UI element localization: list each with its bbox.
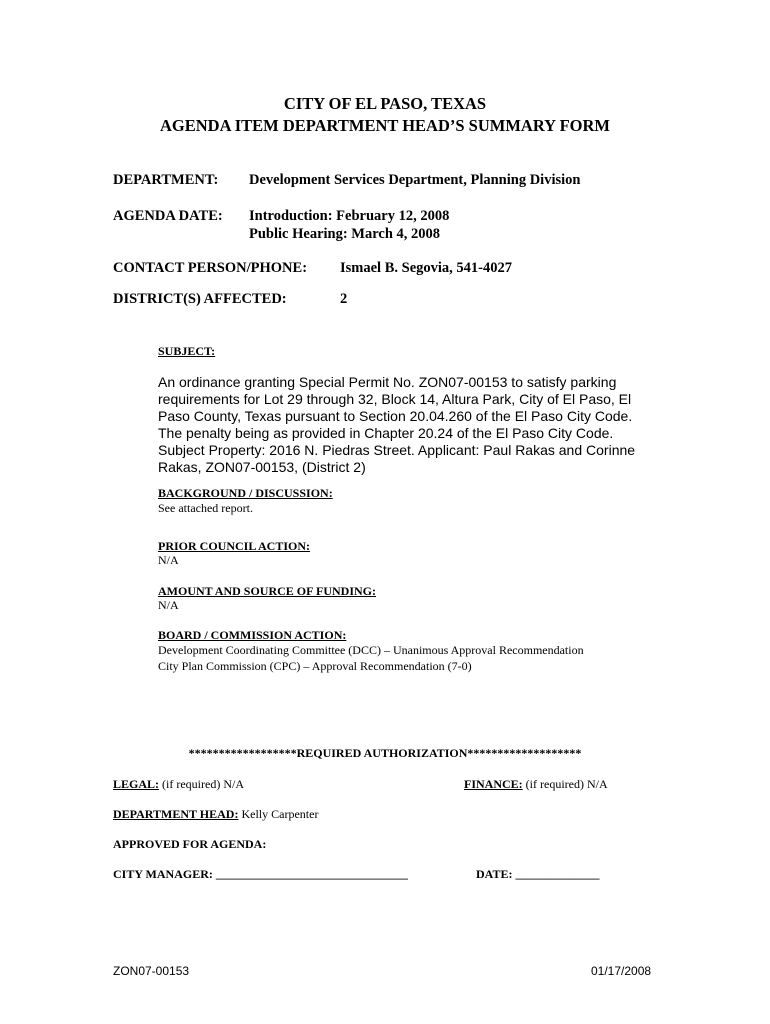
department-head-value: Kelly Carpenter bbox=[241, 807, 319, 821]
board-action-heading: BOARD / COMMISSION ACTION: bbox=[158, 628, 347, 642]
approved-for-agenda-label: APPROVED FOR AGENDA: bbox=[113, 837, 267, 851]
department-value: Development Services Department, Planning Division bbox=[249, 172, 581, 188]
footer-case-number: ZON07-00153 bbox=[113, 964, 190, 978]
subject-line: Paso County, Texas pursuant to Section 20.04.260 of the El Paso City Code. bbox=[158, 408, 633, 424]
subject-line: requirements for Lot 29 through 32, Block 14, Altura Park, City of El Paso, El bbox=[158, 391, 632, 407]
funding-heading: AMOUNT AND SOURCE OF FUNDING: bbox=[158, 584, 377, 598]
legal-row bbox=[113, 777, 244, 792]
subject-line: Subject Property: 2016 N. Piedras Street. Applicant: Paul Rakas and Corinne bbox=[158, 442, 636, 458]
background-heading: BACKGROUND / DISCUSSION: bbox=[158, 486, 333, 500]
contact-value: Ismael B. Segovia, 541-4027 bbox=[340, 260, 512, 276]
legal-value: (if required) N/A bbox=[162, 777, 244, 791]
board-action-cpc: City Plan Commission (CPC) – Approval Recommendation (7-0) bbox=[158, 659, 472, 673]
form-title-line-2: AGENDA ITEM DEPARTMENT HEAD’S SUMMARY FORM bbox=[160, 116, 610, 135]
finance-value: (if required) N/A bbox=[525, 777, 608, 791]
agenda-date-public-hearing: Public Hearing: March 4, 2008 bbox=[249, 226, 441, 242]
city-manager-signature-line: CITY MANAGER: ________________________________ bbox=[113, 867, 408, 881]
background-text: See attached report. bbox=[158, 501, 253, 515]
subject-heading: SUBJECT: bbox=[158, 344, 216, 358]
prior-council-heading: PRIOR COUNCIL ACTION: bbox=[158, 539, 311, 553]
agenda-date-introduction: Introduction: February 12, 2008 bbox=[249, 208, 450, 224]
department-head-label: DEPARTMENT HEAD: bbox=[113, 807, 239, 821]
funding-text: N/A bbox=[158, 598, 179, 612]
date-signature-line: DATE: ______________ bbox=[476, 867, 600, 881]
contact-label: CONTACT PERSON/PHONE: bbox=[113, 260, 308, 276]
footer-date: 01/17/2008 bbox=[591, 964, 652, 978]
department-head-row bbox=[113, 807, 318, 822]
subject-line: An ordinance granting Special Permit No. ZON07-00153 to satisfy parking bbox=[158, 374, 617, 390]
prior-council-text: N/A bbox=[158, 553, 179, 567]
subject-line: The penalty being as provided in Chapter 20.24 of the El Paso City Code. bbox=[158, 425, 614, 441]
district-value: 2 bbox=[340, 291, 348, 307]
agenda-date-label: AGENDA DATE: bbox=[113, 208, 223, 224]
legal-label: LEGAL: bbox=[113, 777, 160, 791]
finance-row bbox=[464, 777, 608, 792]
subject-text bbox=[158, 374, 648, 476]
board-action-dcc: Development Coordinating Committee (DCC) – Unanimous Approval Recommendation bbox=[158, 643, 584, 657]
finance-label: FINANCE: bbox=[464, 777, 523, 791]
form-title-line-1: CITY OF EL PASO, TEXAS bbox=[283, 94, 487, 113]
district-label: DISTRICT(S) AFFECTED: bbox=[113, 291, 287, 307]
required-authorization-banner: ******************REQUIRED AUTHORIZATION******************* bbox=[188, 746, 582, 760]
subject-line: Rakas, ZON07-00153, (District 2) bbox=[158, 459, 366, 475]
department-label: DEPARTMENT: bbox=[113, 172, 219, 188]
